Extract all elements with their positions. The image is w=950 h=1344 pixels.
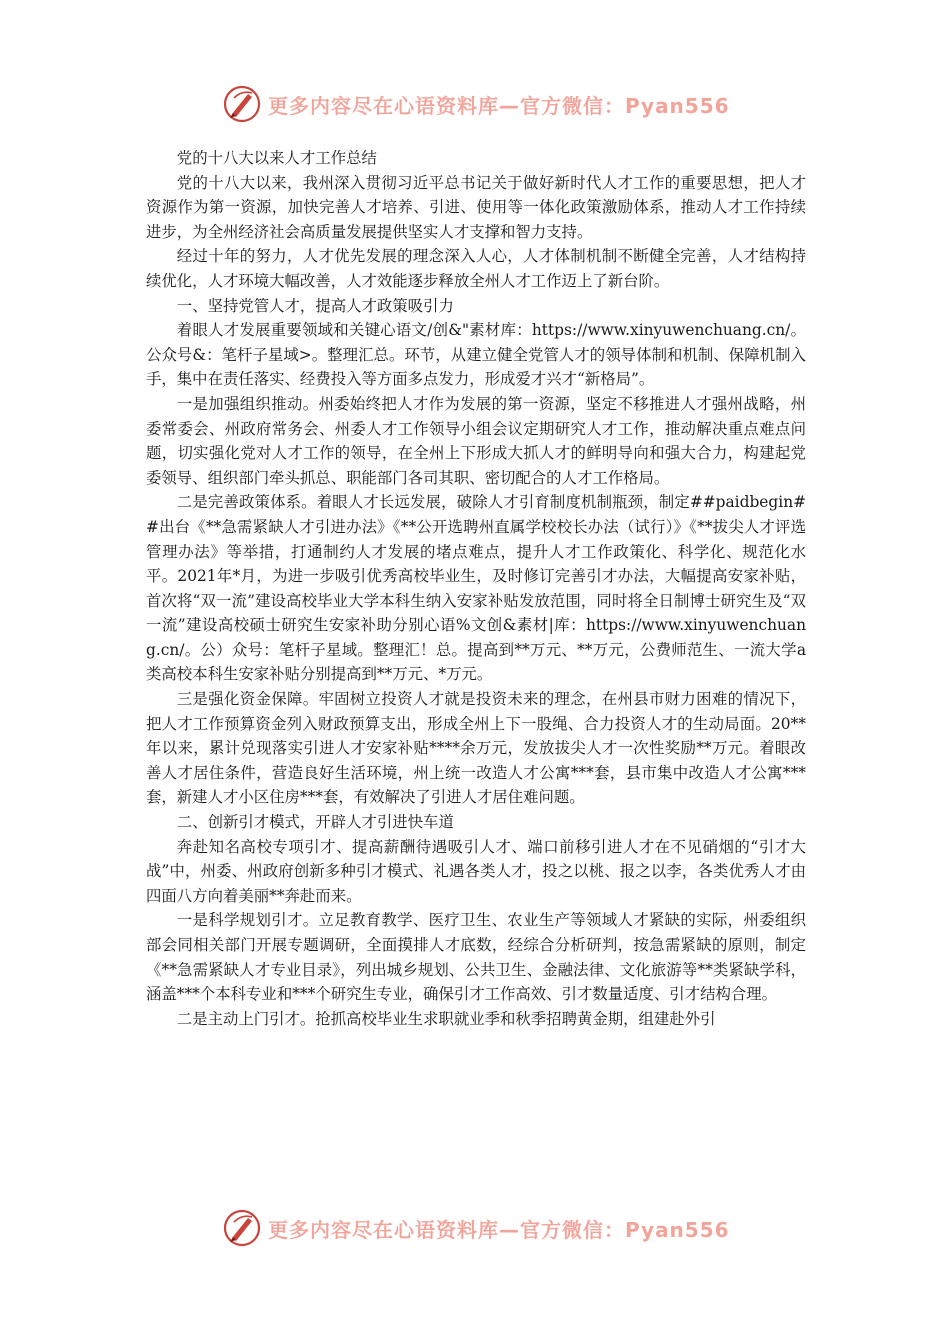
document-body [146,146,806,1031]
banner-text: 更多内容尽在心语资料库—官方微信：Pyan556 [268,93,730,118]
header-banner [222,82,742,126]
document-title: 党的十八大以来人才工作总结 [176,149,377,167]
pen-logo-icon [222,1208,262,1248]
paragraph: 一是加强组织推动。州委始终把人才作为发展的第一资源，坚定不移推进人才强州战略，州委常委会、州政府常务会、州委人才工作领导小组会议定期研究人才工作，推动解决重点难点问题，切实强化党对人才工作的领导，在全州上下形成大抓人才的鲜明导向和强大合力，构建起党委领导、组织部门牵头抓总、职能部门各司其职、密切配合的人才工作格局。 [146,394,806,487]
paragraph: 着眼人才发展重要领域和关键心语文/创&"素材库：https://www.xinyuwenchuang.cn/。公众号&：笔杆子星域>。整理汇总。环节，从建立健全党管人才的领导体制和机制、保障机制入手，集中在责任落实、经费投入等方面多点发力，形成爱才兴才“新格局”。 [146,321,806,389]
banner-text: 更多内容尽在心语资料库—官方微信：Pyan556 [268,1217,730,1242]
paragraph: 奔赴知名高校专项引才、提高薪酬待遇吸引人才、端口前移引进人才在不见硝烟的“引才大战”中，州委、州政府创新多种引才模式、礼遇各类人才，投之以桃、报之以李，各类优秀人才由四面八方向着美丽**奔赴而来。 [146,837,806,905]
paragraph: 党的十八大以来，我州深入贯彻习近平总书记关于做好新时代人才工作的重要思想，把人才资源作为第一资源，加快完善人才培养、引进、使用等一体化政策激励体系，推动人才工作持续进步，为全州经济社会高质量发展提供坚实人才支撑和智力支持。 [146,173,806,241]
paragraph: 二是主动上门引才。抢抓高校毕业生求职就业季和秋季招聘黄金期，组建赴外引 [176,1009,716,1028]
section-heading: 一、坚持党管人才，提高人才政策吸引力 [176,296,454,315]
paragraph: 一是科学规划引才。立足教育教学、医疗卫生、农业生产等领域人才紧缺的实际，州委组织部会同相关部门开展专题调研，全面摸排人才底数，经综合分析研判，按急需紧缺的原则，制定《**急需紧缺人才专业目录》，列出城乡规划、公共卫生、金融法律、文化旅游等**类紧缺学科，涵盖***个本科专业和***个研究生专业，确保引才工作高效、引才数量适度、引才结构合理。 [146,911,806,1004]
section-heading: 二、创新引才模式，开辟人才引进快车道 [176,813,454,832]
paragraph: 三是强化资金保障。牢固树立投资人才就是投资未来的理念，在州县市财力困难的情况下，把人才工作预算资金列入财政预算支出，形成全州上下一股绳、合力投资人才的生动局面。20**年以来，累计兑现落实引进人才安家补贴****余万元，发放拔尖人才一次性奖励**万元。着眼改善人才居住条件，营造良好生活环境，州上统一改造人才公寓***套，县市集中改造人才公寓***套，新建人才小区住房***套，有效解决了引进人才居住难问题。 [146,690,806,807]
paragraph: 经过十年的努力，人才优先发展的理念深入人心，人才体制机制不断健全完善，人才结构持续优化，人才环境大幅改善，人才效能逐步释放全州人才工作迈上了新台阶。 [146,247,806,290]
footer-banner [222,1206,742,1250]
pen-logo-icon [222,84,262,124]
paragraph: 二是完善政策体系。着眼人才长远发展，破除人才引育制度机制瓶颈，制定##paidbegin##出台《**急需紧缺人才引进办法》《**公开选聘州直属学校校长办法（试行）》《**拔尖人才评选管理办法》等举措，打通制约人才发展的堵点难点，提升人才工作政策化、科学化、规范化水平。2021年*月，为进一步吸引优秀高校毕业生，及时修订完善引才办法，大幅提高安家补贴，首次将“双一流”建设高校毕业大学本科生纳入安家补贴发放范围，同时将全日制博士研究生及“双一流”建设高校硕士研究生安家补助分别心语%文创&素材|库：https://www.xinyuwenchuang.cn/。公）众号：笔杆子星域。整理汇！总。提高到**万元、**万元，公费师范生、一流大学a类高校本科生安家补贴分别提高到**万元、*万元。 [146,493,806,684]
